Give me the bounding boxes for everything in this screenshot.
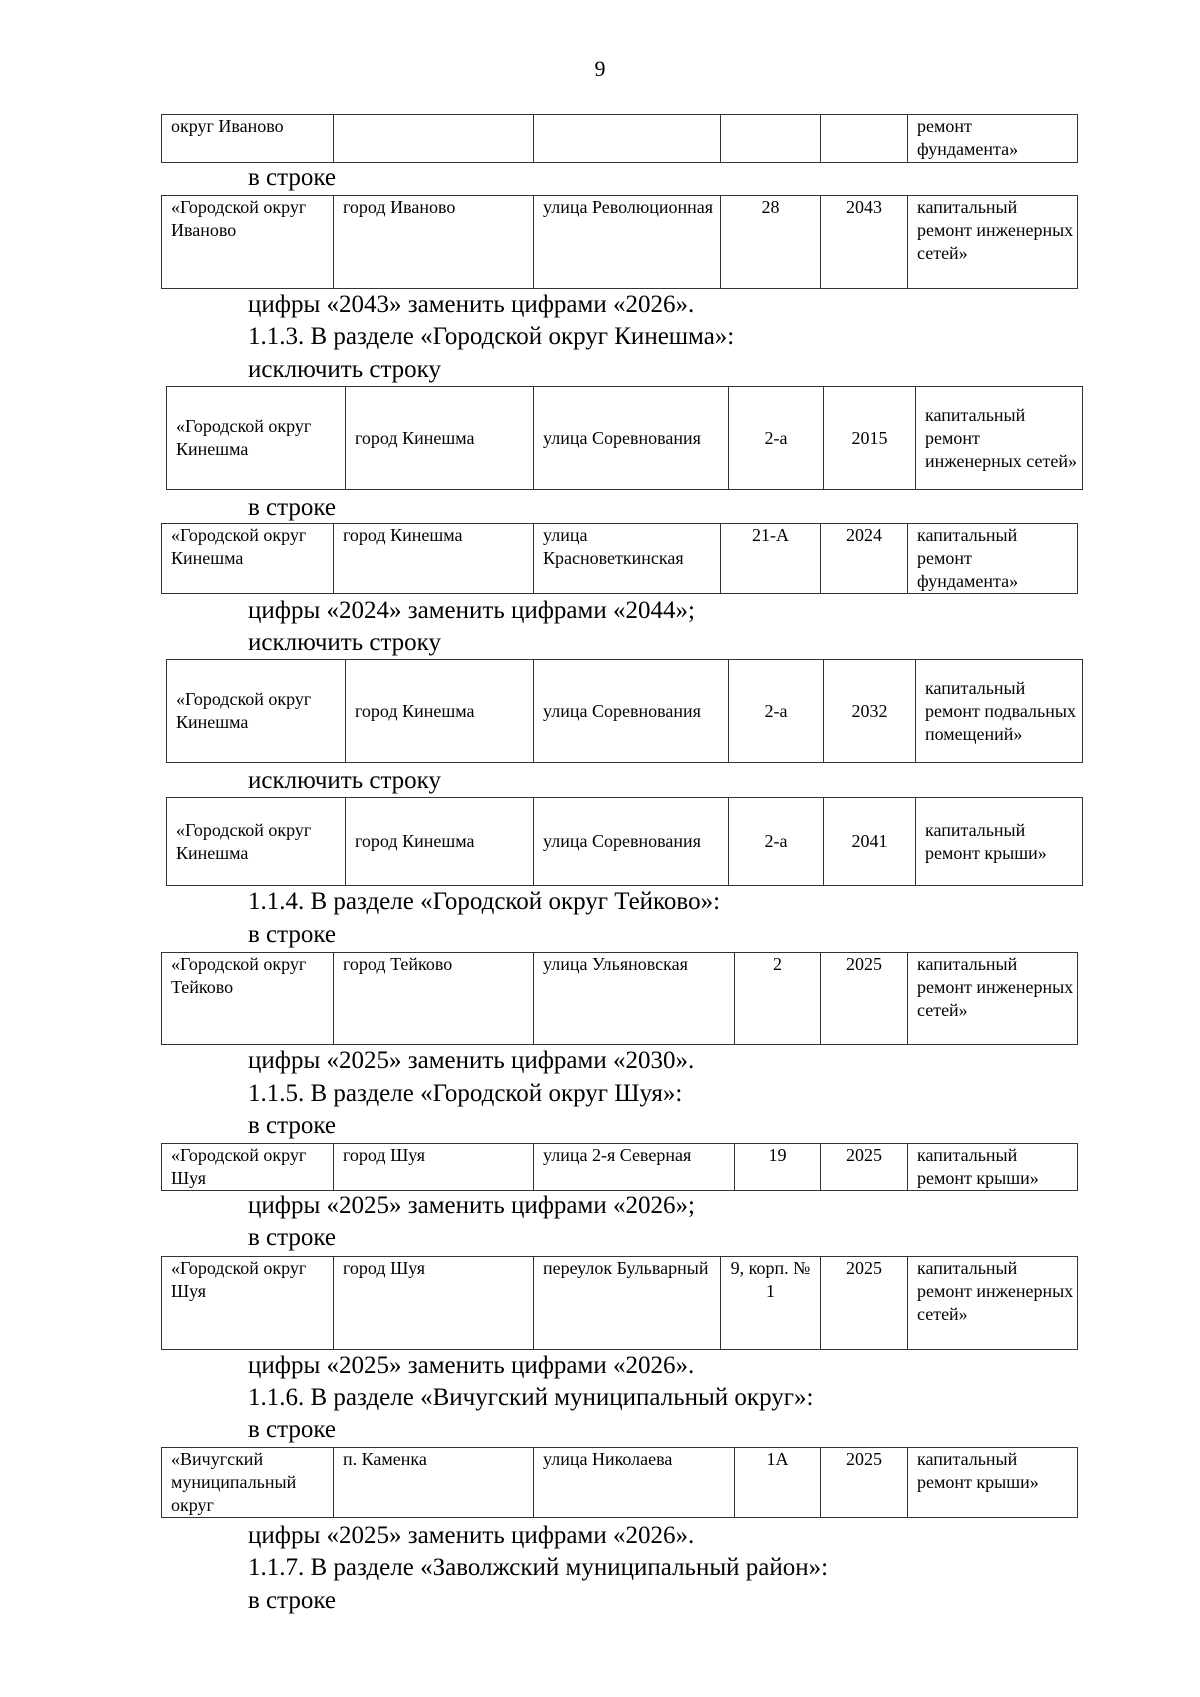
cell-house: 9, корп. № 1 xyxy=(721,1257,821,1350)
cell-street: улица Соревнования xyxy=(534,660,729,763)
cell-street: улица Ульяновская xyxy=(534,953,735,1045)
cell-house: 2 xyxy=(735,953,821,1045)
cell-house: 2-а xyxy=(729,798,824,886)
cell-settlement: город Кинешма xyxy=(334,524,534,594)
cell-municipality: округ Иваново xyxy=(162,115,334,163)
cell-house: 2-а xyxy=(729,660,824,763)
table-row xyxy=(161,952,1078,1045)
cell-settlement: город Кинешма xyxy=(346,798,534,886)
section-heading: 1.1.6. В разделе «Вичугский муниципальный округ»: xyxy=(248,1384,814,1411)
section-heading: 1.1.5. В разделе «Городской округ Шуя»: xyxy=(248,1080,683,1107)
cell-year xyxy=(821,115,908,163)
cell-municipality: «Городской округ Кинешма xyxy=(167,660,346,763)
text-line: цифры «2025» заменить цифрами «2026»; xyxy=(248,1192,695,1219)
table-row xyxy=(161,1256,1078,1350)
cell-work-type: капитальный ремонт крыши» xyxy=(908,1144,1078,1191)
text-line: исключить строку xyxy=(248,356,441,383)
cell-street: улица 2-я Северная xyxy=(534,1144,735,1191)
cell-house xyxy=(721,115,821,163)
text-line: цифры «2024» заменить цифрами «2044»; xyxy=(248,597,695,624)
cell-municipality: «Городской округ Кинешма xyxy=(162,524,334,594)
cell-municipality: «Вичугский муниципальный округ xyxy=(162,1448,334,1518)
cell-municipality: «Городской округ Кинешма xyxy=(167,387,346,490)
text-line: в строке xyxy=(248,921,337,948)
cell-house: 19 xyxy=(735,1144,821,1191)
table-row xyxy=(161,523,1078,594)
text-line: цифры «2025» заменить цифрами «2026». xyxy=(248,1522,695,1549)
cell-year: 2025 xyxy=(821,953,908,1045)
text-line: исключить строку xyxy=(248,629,441,656)
text-line: в строке xyxy=(248,1587,337,1614)
cell-house: 21-А xyxy=(721,524,821,594)
cell-municipality: «Городской округ Шуя xyxy=(162,1144,334,1191)
text-line: цифры «2043» заменить цифрами «2026». xyxy=(248,291,695,318)
cell-year: 2024 xyxy=(821,524,908,594)
cell-settlement: город Иваново xyxy=(334,196,534,289)
section-heading: 1.1.4. В разделе «Городской округ Тейково»: xyxy=(248,888,721,915)
text-line: в строке xyxy=(248,1112,337,1139)
cell-street: улица Красноветкинская xyxy=(534,524,721,594)
cell-street: улица Николаева xyxy=(534,1448,735,1518)
text-line: цифры «2025» заменить цифрами «2026». xyxy=(248,1352,695,1379)
cell-settlement: город Кинешма xyxy=(346,660,534,763)
table-row xyxy=(161,1447,1078,1518)
page-number: 9 xyxy=(594,56,606,81)
text-line: исключить строку xyxy=(248,767,441,794)
cell-settlement: город Шуя xyxy=(334,1144,534,1191)
cell-work-type: капитальный ремонт крыши» xyxy=(916,798,1083,886)
cell-year: 2025 xyxy=(821,1448,908,1518)
text-line: в строке xyxy=(248,1416,337,1443)
cell-street: улица Соревнования xyxy=(534,387,729,490)
section-heading: 1.1.3. В разделе «Городской округ Кинешма»: xyxy=(248,323,735,350)
table-row xyxy=(161,114,1078,163)
table-row xyxy=(161,195,1078,289)
cell-street: улица Соревнования xyxy=(534,798,729,886)
table-row xyxy=(166,386,1083,490)
table-row xyxy=(166,659,1083,763)
cell-year: 2041 xyxy=(824,798,916,886)
cell-year: 2043 xyxy=(821,196,908,289)
cell-year: 2025 xyxy=(821,1144,908,1191)
cell-year: 2032 xyxy=(824,660,916,763)
cell-municipality: «Городской округ Шуя xyxy=(162,1257,334,1350)
cell-settlement: город Кинешма xyxy=(346,387,534,490)
cell-municipality: «Городской округ Тейково xyxy=(162,953,334,1045)
section-heading: 1.1.7. В разделе «Заволжский муниципальный район»: xyxy=(248,1554,829,1581)
cell-settlement: город Тейково xyxy=(334,953,534,1045)
cell-year: 2025 xyxy=(821,1257,908,1350)
cell-work-type: капитальный ремонт инженерных сетей» xyxy=(908,196,1078,289)
cell-work-type: капитальный ремонт крыши» xyxy=(908,1448,1078,1518)
cell-work-type: капитальный ремонт подвальных помещений» xyxy=(916,660,1083,763)
cell-settlement xyxy=(334,115,534,163)
text-line: в строке xyxy=(248,164,337,191)
cell-work-type: капитальный ремонт фундамента» xyxy=(908,524,1078,594)
cell-year: 2015 xyxy=(824,387,916,490)
cell-work-type: капитальный ремонт инженерных сетей» xyxy=(908,1257,1078,1350)
text-line: в строке xyxy=(248,1224,337,1251)
cell-work-type: капитальный ремонт инженерных сетей» xyxy=(916,387,1083,490)
text-line: цифры «2025» заменить цифрами «2030». xyxy=(248,1047,695,1074)
cell-house: 28 xyxy=(721,196,821,289)
table-row xyxy=(166,797,1083,886)
cell-house: 2-а xyxy=(729,387,824,490)
cell-municipality: «Городской округ Иваново xyxy=(162,196,334,289)
cell-settlement: город Шуя xyxy=(334,1257,534,1350)
cell-work-type: капитальный ремонт инженерных сетей» xyxy=(908,953,1078,1045)
cell-street: улица Революционная xyxy=(534,196,721,289)
text-line: в строке xyxy=(248,494,337,521)
cell-work-type: ремонт фундамента» xyxy=(908,115,1078,163)
cell-street: переулок Бульварный xyxy=(534,1257,721,1350)
table-row xyxy=(161,1143,1078,1191)
cell-street xyxy=(534,115,721,163)
cell-municipality: «Городской округ Кинешма xyxy=(167,798,346,886)
cell-settlement: п. Каменка xyxy=(334,1448,534,1518)
cell-house: 1А xyxy=(735,1448,821,1518)
